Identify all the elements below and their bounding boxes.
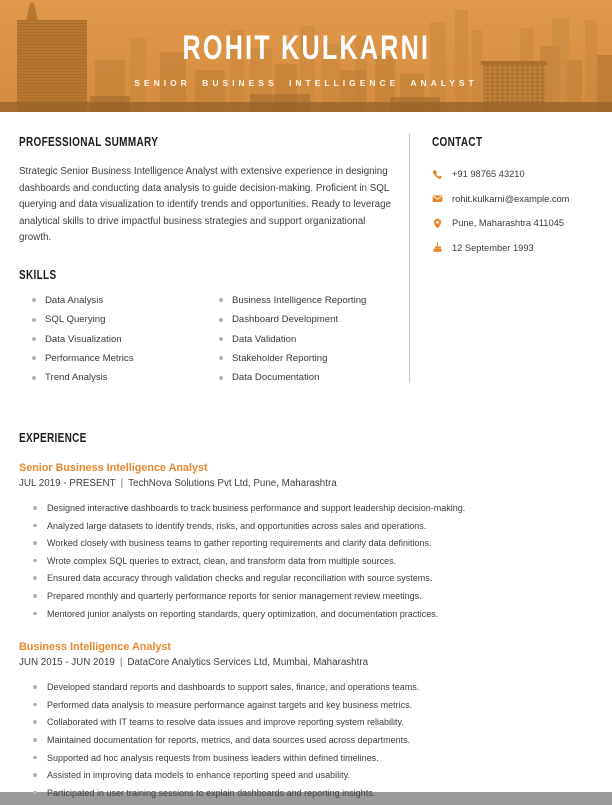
contact-phone: +91 98765 43210 xyxy=(452,169,525,179)
job-bullet-list xyxy=(19,503,612,626)
skill-label: Data Validation xyxy=(232,333,297,345)
skill-label: Stakeholder Reporting xyxy=(232,352,328,364)
bullet-dot-icon xyxy=(32,298,36,302)
job-bullet xyxy=(19,717,612,735)
contact-location: Pune, Maharashtra 411045 xyxy=(452,218,564,228)
contact-birthday-row xyxy=(432,242,597,254)
bullet-dot-icon xyxy=(33,773,37,777)
summary-text: Strategic Senior Business Intelligence Analyst with extensive experience in designing dashboards and conducting data analysis to guide decision-making. Proficient in SQL querying and data visualization to identify trends and opportunities. Ready to leverage analytical skills to drive impactful business strategies and support organizational growth. xyxy=(19,166,391,244)
bullet-dot-icon xyxy=(219,337,223,341)
job-bullet-text: Mentored junior analysts on reporting standards, query optimization, and documentation practices. xyxy=(47,608,439,619)
job-bullet-text: Developed standard reports and dashboards to support sales, finance, and operations teams. xyxy=(47,682,420,693)
job-bullet xyxy=(19,573,612,591)
contact-birthdate: 12 September 1993 xyxy=(452,242,534,253)
skill-label: Data Documentation xyxy=(232,372,320,384)
summary-heading: PROFESSIONAL SUMMARY xyxy=(19,135,159,149)
contact-section xyxy=(432,133,597,266)
job-bullet-list xyxy=(19,682,612,805)
contact-heading: CONTACT xyxy=(432,135,483,149)
bullet-dot-icon xyxy=(33,612,37,616)
skill-label: Data Analysis xyxy=(45,294,104,306)
skills-columns xyxy=(19,295,393,391)
location-icon xyxy=(432,218,443,229)
skill-label: Business Intelligence Reporting xyxy=(232,294,367,306)
bullet-dot-icon xyxy=(33,738,37,742)
skill-label: Trend Analysis xyxy=(45,372,108,384)
job-bullet xyxy=(19,609,612,627)
job-bullet-text: Collaborated with IT teams to resolve data issues and improve reporting system reliability. xyxy=(47,717,404,728)
skill-item xyxy=(19,314,206,333)
bullet-dot-icon xyxy=(33,506,37,510)
phone-icon xyxy=(432,169,443,180)
skills-column-1 xyxy=(19,295,206,391)
job-title: Senior Business Intelligence Analyst xyxy=(19,462,208,474)
bullet-dot-icon xyxy=(33,594,37,598)
job-bullet xyxy=(19,700,612,718)
bullet-dot-icon xyxy=(33,559,37,563)
job-entry-2 xyxy=(19,640,612,805)
job-bullet xyxy=(19,503,612,521)
skill-label: SQL Querying xyxy=(45,314,106,326)
job-bullet-text: Ensured data accuracy through validation checks and regular reconciliation with source systems. xyxy=(47,573,433,584)
skills-column-2 xyxy=(206,295,393,391)
bullet-dot-icon xyxy=(33,576,37,580)
job-company: TechNova Solutions Pvt Ltd, Pune, Maharashtra xyxy=(128,478,337,489)
left-column xyxy=(19,133,393,391)
job-bullet-text: Worked closely with business teams to gather reporting requirements and clarify data definitions. xyxy=(47,538,432,549)
job-bullet-text: Designed interactive dashboards to track business performance and support leadership decision-making. xyxy=(47,503,466,513)
meta-separator: | xyxy=(120,478,124,489)
job-bullet xyxy=(19,538,612,556)
bullet-dot-icon xyxy=(219,376,223,380)
job-bullet xyxy=(19,682,612,700)
contact-location-row xyxy=(432,217,597,229)
job-period: JUN 2015 - JUN 2019 xyxy=(19,657,115,669)
bullet-dot-icon xyxy=(219,356,223,360)
job-bullet-text: Performed data analysis to measure performance against targets and key business metrics. xyxy=(47,699,413,710)
experience-heading: EXPERIENCE xyxy=(19,431,87,445)
contact-email: rohit.kulkarni@example.com xyxy=(452,193,570,204)
email-icon xyxy=(432,193,443,204)
job-meta xyxy=(19,476,612,491)
job-company: DataCore Analytics Services Ltd, Mumbai, Maharashtra xyxy=(127,657,369,669)
bullet-dot-icon xyxy=(32,318,36,322)
bullet-dot-icon xyxy=(33,541,37,545)
bullet-dot-icon xyxy=(33,685,37,689)
bullet-dot-icon xyxy=(33,524,37,528)
job-bullet xyxy=(19,753,612,771)
bullet-dot-icon xyxy=(219,298,223,302)
job-bullet-text: Wrote complex SQL queries to extract, clean, and transform data from multiple sources. xyxy=(47,555,397,566)
job-bullet xyxy=(19,735,612,753)
header-text-block xyxy=(0,0,612,112)
skill-item xyxy=(206,353,393,372)
vertical-divider xyxy=(409,133,410,383)
bullet-dot-icon xyxy=(33,720,37,724)
job-title: Business Intelligence Analyst xyxy=(19,641,172,654)
skill-item xyxy=(206,334,393,353)
skill-item xyxy=(19,295,206,314)
skill-item xyxy=(19,334,206,353)
bullet-dot-icon xyxy=(32,356,36,360)
experience-section xyxy=(0,429,612,805)
job-bullet xyxy=(19,770,612,788)
job-bullet-text: Analyzed large datasets to identify trends, risks, and opportunities across sales and operations. xyxy=(47,520,427,531)
candidate-name: ROHIT KULKARNI xyxy=(182,28,430,67)
job-bullet-text: Participated in user training sessions to explain dashboards and reporting insights. xyxy=(47,787,376,798)
job-bullet xyxy=(19,521,612,539)
job-bullet xyxy=(19,788,612,805)
skill-item xyxy=(206,295,393,314)
job-bullet xyxy=(19,591,612,609)
skill-label: Performance Metrics xyxy=(45,352,134,364)
job-bullet-text: Supported ad hoc analysis requests from business leaders within defined timelines. xyxy=(47,752,379,763)
meta-separator: | xyxy=(119,657,123,669)
bullet-dot-icon xyxy=(33,703,37,707)
skill-item xyxy=(19,353,206,372)
skill-item xyxy=(206,372,393,391)
job-meta xyxy=(19,655,612,670)
job-bullet-text: Maintained documentation for reports, metrics, and data sources used across departments. xyxy=(47,734,411,745)
contact-phone-row xyxy=(432,168,597,180)
skill-label: Data Visualization xyxy=(45,333,122,345)
job-bullet xyxy=(19,556,612,574)
bullet-dot-icon xyxy=(33,791,37,795)
skill-item xyxy=(206,314,393,333)
contact-list xyxy=(432,168,597,254)
job-entry-1 xyxy=(19,461,612,626)
bullet-dot-icon xyxy=(32,376,36,380)
bullet-dot-icon xyxy=(32,337,36,341)
candidate-job-title: SENIOR BUSINESS INTELLIGENCE ANALYST xyxy=(134,77,478,88)
skill-label: Dashboard Development xyxy=(232,314,339,326)
bullet-dot-icon xyxy=(219,318,223,322)
contact-email-row xyxy=(432,193,597,205)
job-bullet-text: Assisted in improving data models to enhance reporting speed and usability. xyxy=(47,770,351,781)
skills-heading: SKILLS xyxy=(19,267,57,282)
bullet-dot-icon xyxy=(33,756,37,760)
job-bullet-text: Prepared monthly and quarterly performance reports for senior management review meetings. xyxy=(47,590,422,601)
header-banner xyxy=(0,0,612,112)
top-region xyxy=(0,112,612,404)
skill-item xyxy=(19,372,206,391)
job-period: JUL 2019 - PRESENT xyxy=(19,478,116,489)
birthday-icon xyxy=(432,242,443,253)
